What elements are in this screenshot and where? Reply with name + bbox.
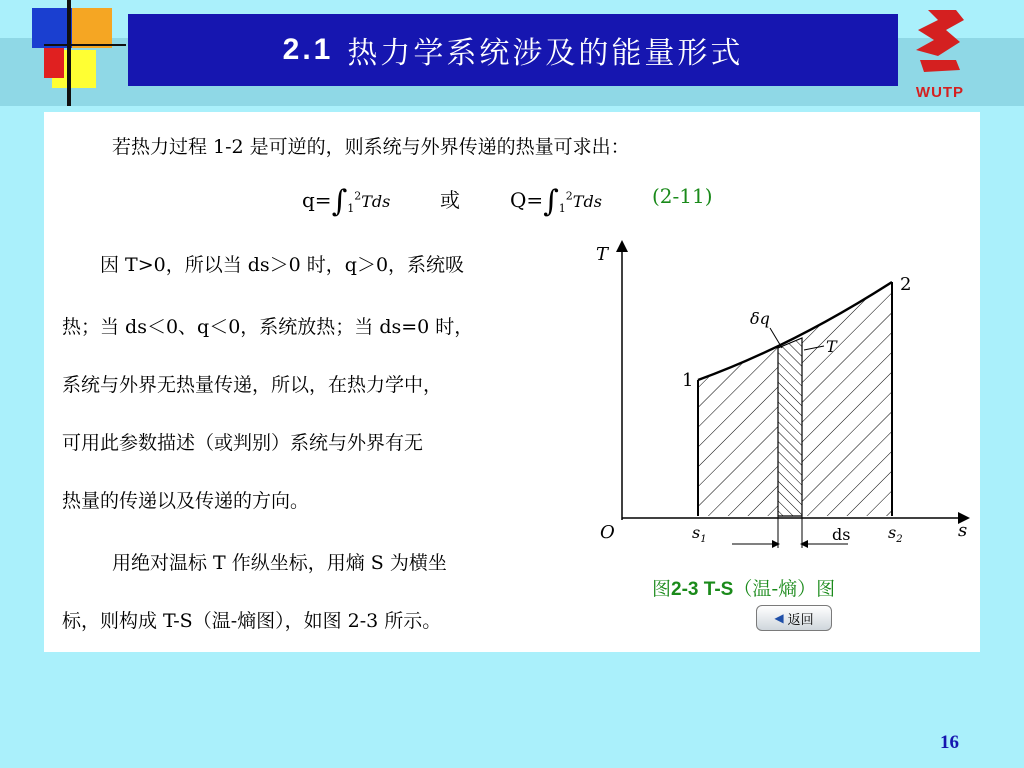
back-button[interactable] xyxy=(756,605,832,631)
paragraph1-line: 可用此参数描述（或判别）系统与外界有无 xyxy=(62,432,424,454)
ds-label: ds xyxy=(832,525,851,544)
point1-label: 1 xyxy=(682,370,694,391)
integrand: Tds xyxy=(572,192,602,211)
paragraph1-line: 因 T>0，所以当 ds＞0 时，q＞0，系统吸 xyxy=(100,254,465,276)
paragraph1-line: 系统与外界无热量传递，所以，在热力学中， xyxy=(62,374,443,396)
deco-square-orange xyxy=(72,8,112,48)
equation-q xyxy=(302,184,390,219)
equation-Q-lhs: Q= xyxy=(510,188,544,212)
integrand: Tds xyxy=(361,192,391,211)
section-number: 2.1 xyxy=(282,33,334,66)
s2-label: s xyxy=(888,523,897,542)
axis-x-label: s xyxy=(958,520,968,541)
ts-diagram xyxy=(592,236,980,566)
equation-q-lhs: q= xyxy=(302,188,332,212)
paragraph1-line: 热；当 ds＜0、q＜0，系统放热；当 ds=0 时， xyxy=(62,316,474,338)
caption-number: 2-3 T-S xyxy=(671,579,734,600)
page-title: 热力学系统涉及的能量形式 xyxy=(347,36,744,71)
svg-text:s1 xyxy=(692,523,707,545)
back-button-label: 返回 xyxy=(787,612,814,628)
deco-square-blue xyxy=(32,8,72,48)
deco-square-red xyxy=(44,48,64,78)
intro-text: 若热力过程 1-2 是可逆的，则系统与外界传递的热量可求出： xyxy=(112,136,630,158)
integral-lower: 1 xyxy=(347,202,355,215)
s1-label: s xyxy=(692,523,701,542)
integral-lower: 1 xyxy=(558,202,566,215)
integral-upper: 2 xyxy=(354,189,362,203)
equation-Q xyxy=(510,184,602,219)
s2-sub: 2 xyxy=(896,534,903,545)
caption-prefix: 图 xyxy=(652,578,672,600)
deco-horizontal-line xyxy=(44,44,126,46)
caption-desc: （温-熵）图 xyxy=(733,578,836,600)
figure-caption xyxy=(652,574,835,601)
equation-number: (2-11) xyxy=(652,184,713,208)
back-arrow-icon: ◀ xyxy=(774,611,784,625)
logo-text: WUTP xyxy=(915,84,965,101)
paragraph2-line: 标，则构成 T-S（温-熵图），如图 2-3 所示。 xyxy=(62,610,442,632)
paragraph2-line: 用绝对温标 T 作纵坐标，用熵 S 为横坐 xyxy=(112,552,447,574)
svg-text:s2 xyxy=(888,523,903,545)
curve-t-label: T xyxy=(826,337,837,356)
title-bar xyxy=(128,14,898,86)
page-number: 16 xyxy=(940,732,959,753)
point2-label: 2 xyxy=(900,274,912,295)
axis-y-label: T xyxy=(596,244,609,265)
s1-sub: 1 xyxy=(700,534,707,545)
integral-sign-icon: ∫ xyxy=(543,184,559,219)
equation-or: 或 xyxy=(440,188,460,212)
paragraph1-line: 热量的传递以及传递的方向。 xyxy=(62,490,310,512)
origin-label: O xyxy=(600,522,615,543)
delta-q-label: δq xyxy=(750,309,770,328)
integral-sign-icon: ∫ xyxy=(331,184,348,219)
integral-upper: 2 xyxy=(565,189,573,203)
deco-vertical-line xyxy=(67,0,71,106)
